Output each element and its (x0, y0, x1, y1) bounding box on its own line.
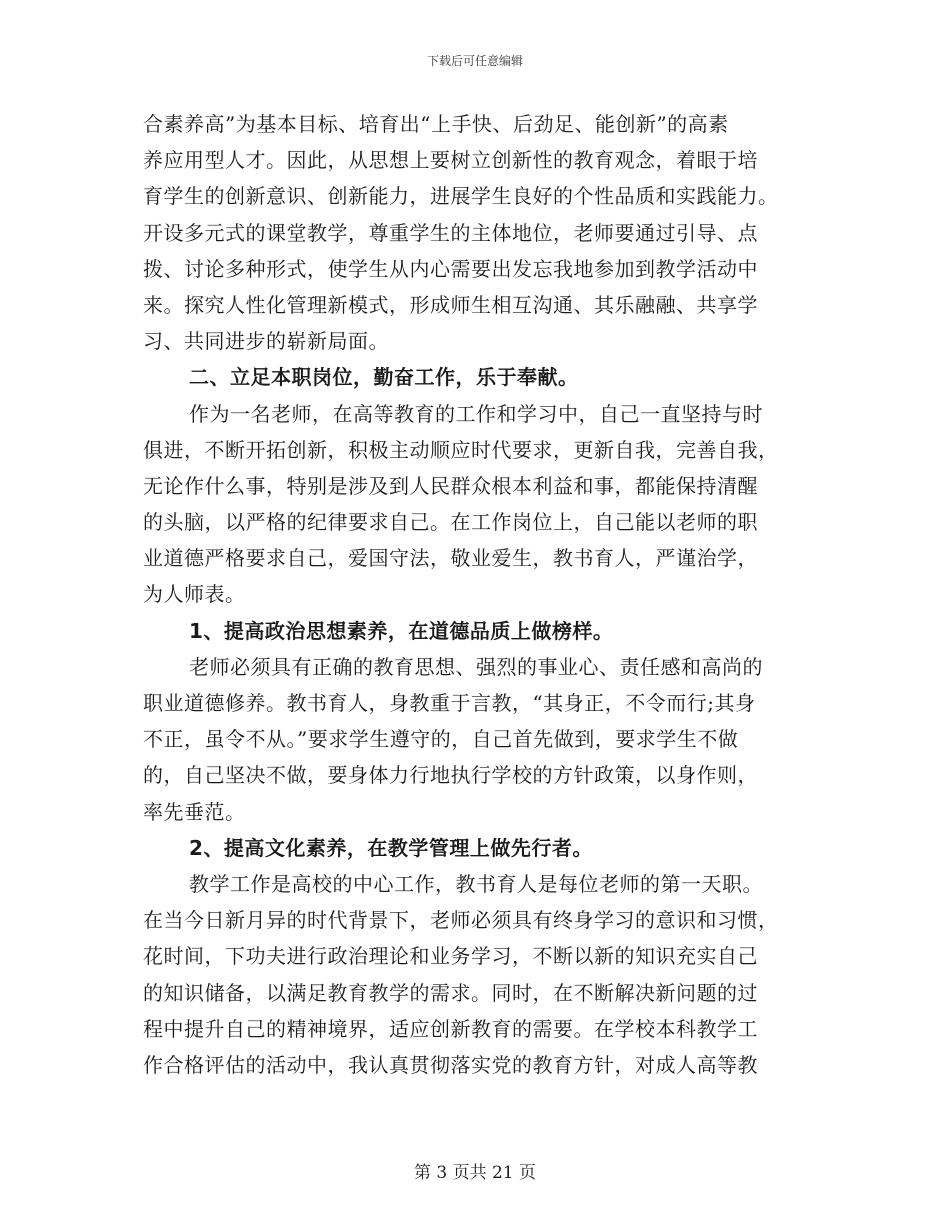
section-heading: 二、立足本职岗位，勤奋工作，乐于奉献。 (189, 365, 579, 390)
paragraph-line: 的知识储备，以满足教育教学的需求。同时，在不断解决新问题的过 (143, 980, 758, 1005)
paragraph-line: 作合格评估的活动中，我认真贯彻落实党的教育方针，对成人高等教 (143, 1052, 758, 1077)
paragraph-line: 为人师表。 (143, 582, 246, 607)
paragraph-line: 的头脑，以严格的纪律要求自己。在工作岗位上，自己能以老师的职 (143, 510, 758, 535)
page-header: 下载后可任意编辑 (426, 54, 523, 68)
paragraph-line: 的，自己坚决不做，要身体力行地执行学校的方针政策，以身作则， (143, 763, 758, 788)
paragraph-line: 俱进，不断开拓创新，积极主动顺应时代要求，更新自我，完善自我， (143, 437, 779, 462)
page-footer: 第 3 页共 21 页 (413, 1163, 537, 1183)
paragraph-line: 习、共同进步的崭新局面。 (143, 329, 389, 354)
paragraph-first-line: 老师必须具有正确的教育思想、强烈的事业心、责任感和高尚的 (189, 654, 763, 679)
paragraph-line: 花时间，下功夫进行政治理论和业务学习，不断以新的知识充实自己 (143, 944, 758, 969)
paragraph-line: 不正，虽令不从。”要求学生遵守的，自己首先做到，要求学生不做 (143, 727, 739, 752)
paragraph-line: 率先垂范。 (143, 799, 246, 824)
paragraph-line: 无论作什么事，特别是涉及到人民群众根本利益和事，都能保持清醒 (143, 473, 758, 498)
paragraph-line: 在当今日新月异的时代背景下，老师必须具有终身学习的意识和习惯， (143, 908, 779, 933)
paragraph-line: 业道德严格要求自己，爱国守法，敬业爱生，教书育人，严谨治学， (143, 546, 758, 571)
paragraph-line: 开设多元式的课堂教学，尊重学生的主体地位，老师要通过引导、点 (143, 220, 758, 245)
paragraph-line: 职业道德修养。教书育人，身教重于言教，“其身正，不令而行;其身 (143, 691, 756, 715)
paragraph-line: 合素养高”为基本目标、培育出“上手快、后劲足、能创新”的高素 (143, 112, 729, 136)
document-body (143, 106, 805, 1083)
paragraph-first-line: 教学工作是高校的中心工作，教书育人是每位老师的第一天职。 (189, 871, 763, 896)
paragraph-line: 拨、讨论多种形式，使学生从内心需要出发忘我地参加到教学活动中 (143, 256, 758, 281)
paragraph-line: 养应用型人才。因此，从思想上要树立创新性的教育观念，着眼于培 (143, 148, 758, 173)
paragraph-line: 来。探究人性化管理新模式，形成师生相互沟通、其乐融融、共享学 (143, 292, 758, 317)
paragraph-line: 程中提升自己的精神境界，适应创新教育的需要。在学校本科教学工 (143, 1016, 758, 1041)
paragraph-first-line: 作为一名老师，在高等教育的工作和学习中，自己一直坚持与时 (189, 401, 763, 426)
section-heading: 2、提高文化素养，在教学管理上做先行者。 (189, 835, 593, 860)
section-heading: 1、提高政治思想素养，在道德品质上做榜样。 (189, 618, 614, 643)
paragraph-line: 育学生的创新意识、创新能力，进展学生良好的个性品质和实践能力。 (143, 184, 779, 209)
